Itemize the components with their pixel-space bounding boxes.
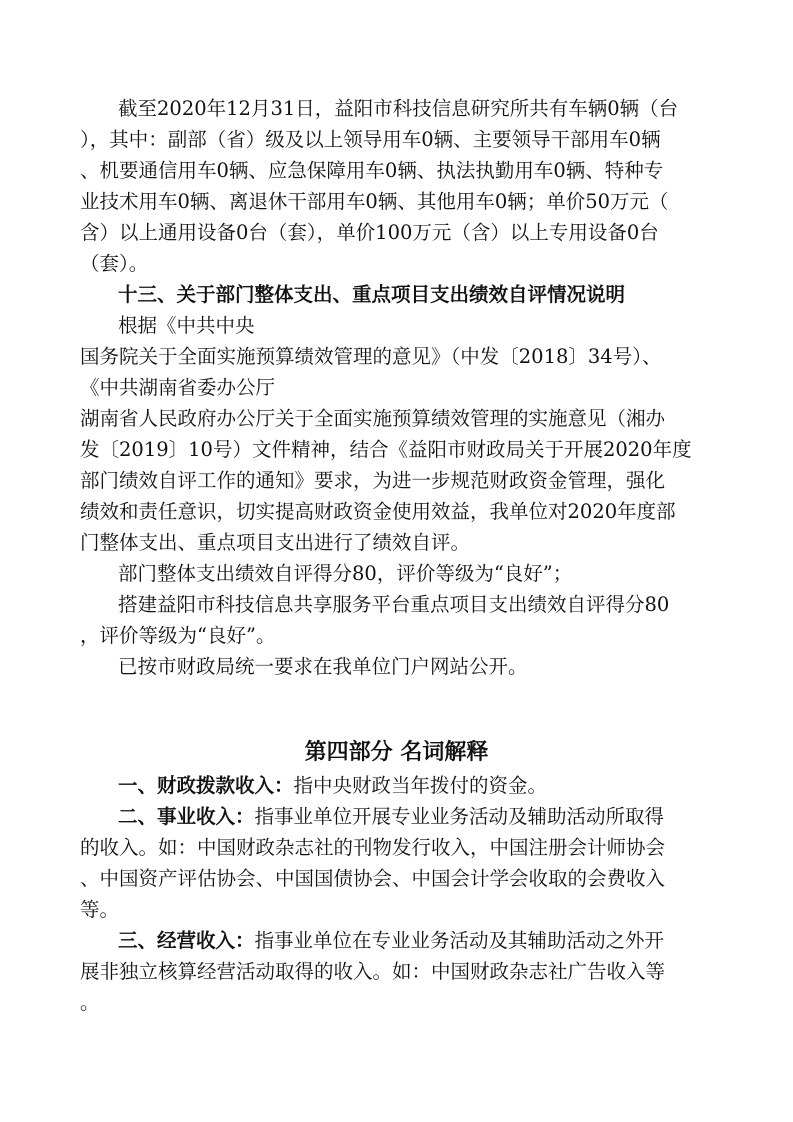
section-13-line-6: 部门绩效自评工作的通知》要求，为进一步规范财政资金管理，强化 [80, 469, 666, 492]
term-2-line-4: 等。 [80, 898, 120, 921]
section-13-line-10: 搭建益阳市科技信息共享服务平台重点项目支出绩效自评得分80 [118, 593, 670, 616]
section-13-line-1: 根据《中共中央 [118, 314, 255, 337]
term-2-text: 指事业单位开展专业业务活动及辅助活动所取得 [254, 805, 665, 828]
section-13-line-7: 绩效和责任意识，切实提高财政资金使用效益，我单位对2020年度部 [80, 500, 676, 523]
section-13-line-9: 部门整体支出绩效自评得分80，评价等级为“良好”； [118, 562, 573, 585]
vehicles-line-1: 截至2020年12月31日，益阳市科技信息研究所共有车辆0辆（台 [118, 97, 679, 120]
term-1-label: 一、财政拨款收入： [118, 774, 294, 797]
section-13-line-2: 国务院关于全面实施预算绩效管理的意见》（中发〔2018〕34号）、 [80, 345, 662, 368]
section-13-line-11: ，评价等级为“良好”。 [80, 624, 276, 647]
term-2-line-3: 、中国资产评估协会、中国国债协会、中国会计学会收取的会费收入 [80, 867, 666, 890]
term-3-text: 指事业单位在专业业务活动及其辅助活动之外开 [254, 929, 665, 952]
vehicles-line-4: 业技术用车0辆、离退休干部用车0辆、其他用车0辆；单价50万元（ [80, 190, 669, 213]
term-3-line-1 [118, 926, 718, 956]
vehicles-line-5: 含）以上通用设备0台（套），单价100万元（含）以上专用设备0台 [80, 221, 659, 244]
vehicles-line-6: （套）。 [80, 252, 149, 275]
part-four-title: 第四部分 名词解释 [304, 739, 489, 765]
vehicles-line-2: ），其中：副部（省）级及以上领导用车0辆、主要领导干部用车0辆 [80, 128, 661, 151]
term-1-text: 指中央财政当年拨付的资金。 [293, 774, 548, 797]
section-13-line-4: 湖南省人民政府办公厅关于全面实施预算绩效管理的实施意见（湘办 [80, 407, 666, 430]
vehicles-line-3: 、机要通信用车0辆、应急保障用车0辆、执法执勤用车0辆、特种专 [80, 159, 664, 182]
term-2-line-1 [118, 802, 718, 832]
section-13-line-5: 发〔2019〕10号）文件精神，结合《益阳市财政局关于开展2020年度 [80, 438, 692, 461]
section-13-heading: 十三、关于部门整体支出、重点项目支出绩效自评情况说明 [118, 283, 626, 306]
section-13-line-12: 已按市财政局统一要求在我单位门户网站公开。 [118, 655, 528, 678]
term-3-line-2: 展非独立核算经营活动取得的收入。如：中国财政杂志社广告收入等 [80, 960, 666, 983]
section-13-line-8: 门整体支出、重点项目支出进行了绩效自评。 [80, 531, 471, 554]
section-13-line-3: 《中共湖南省委办公厅 [80, 376, 276, 399]
term-2-line-2: 的收入。如：中国财政杂志社的刊物发行收入，中国注册会计师协会 [80, 836, 666, 859]
term-3-label: 三、经营收入： [118, 929, 255, 952]
term-2-label: 二、事业收入： [118, 805, 255, 828]
term-3-line-3: 。 [80, 991, 100, 1014]
term-1-line-1 [118, 771, 718, 801]
